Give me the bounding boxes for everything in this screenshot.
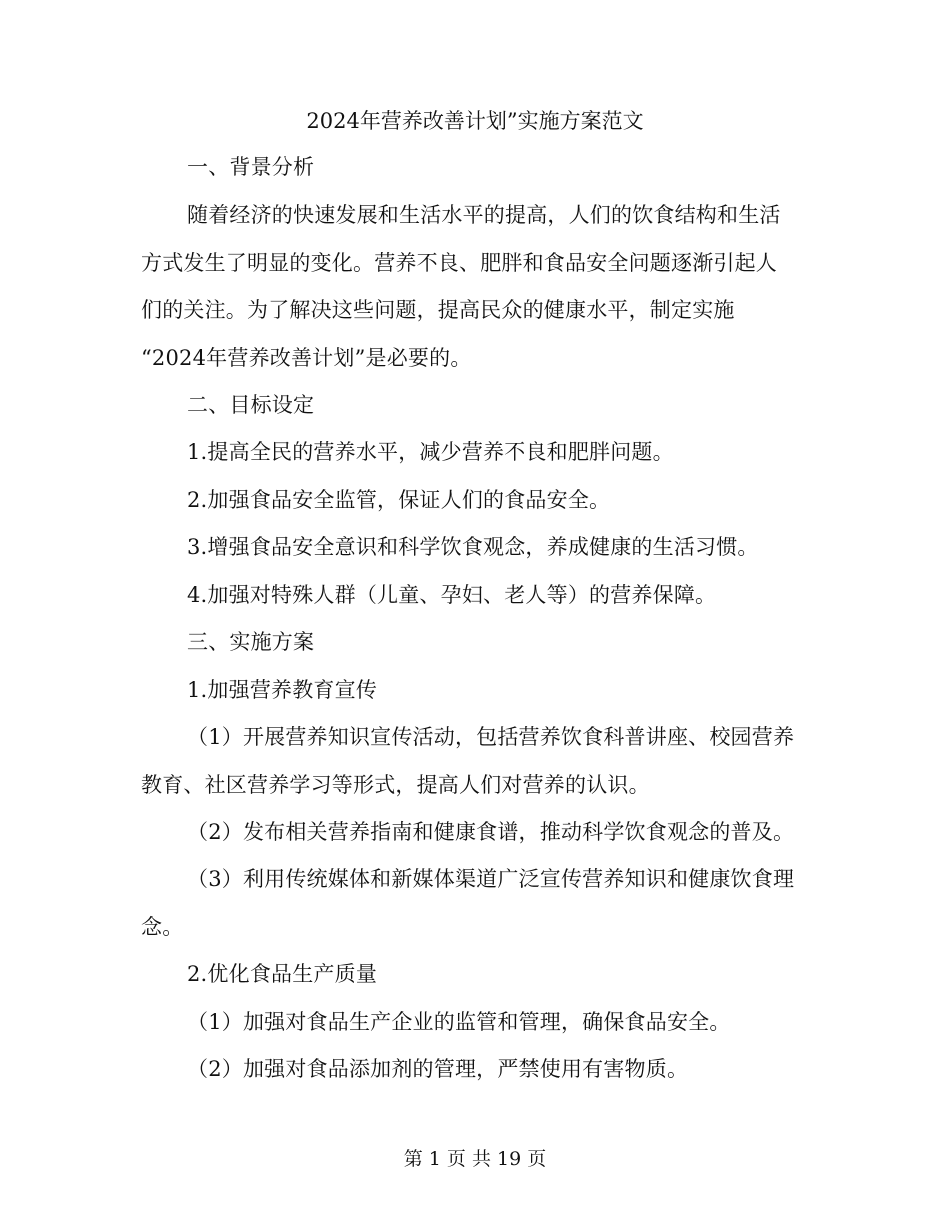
list-item: 1.提高全民的营养水平，减少营养不良和肥胖问题。	[187, 440, 674, 464]
paragraph-line: （1）开展营养知识宣传活动，包括营养饮食科普讲座、校园营养	[187, 725, 795, 749]
section-heading-goals: 二、目标设定	[187, 393, 315, 417]
paragraph-line: 方式发生了明显的变化。营养不良、肥胖和食品安全问题逐渐引起人	[141, 251, 777, 275]
paragraph-line: 念。	[141, 915, 184, 939]
list-item: 4.加强对特殊人群（儿童、孕妇、老人等）的营养保障。	[187, 583, 717, 607]
paragraph-line: （1）加强对食品生产企业的监管和管理，确保食品安全。	[187, 1010, 731, 1034]
list-item: 3.增强食品安全意识和科学饮食观念，养成健康的生活习惯。	[187, 535, 759, 559]
subsection-heading: 1.加强营养教育宣传	[187, 678, 378, 702]
subsection-heading: 2.优化食品生产质量	[187, 962, 378, 986]
paragraph-line: （2）发布相关营养指南和健康食谱，推动科学饮食观念的普及。	[187, 820, 795, 844]
paragraph-line: 们的关注。为了解决这些问题，提高民众的健康水平，制定实施	[141, 298, 735, 322]
list-item: 2.加强食品安全监管，保证人们的食品安全。	[187, 488, 611, 512]
paragraph-line: 教育、社区营养学习等形式，提高人们对营养的认识。	[141, 773, 650, 797]
document-title: 2024年营养改善计划”实施方案范文	[306, 109, 644, 133]
paragraph-line: 随着经济的快速发展和生活水平的提高，人们的饮食结构和生活	[187, 203, 781, 227]
paragraph-line: （2）加强对食品添加剂的管理，严禁使用有害物质。	[187, 1057, 689, 1081]
section-heading-background: 一、背景分析	[187, 155, 315, 179]
section-heading-plan: 三、实施方案	[187, 630, 315, 654]
page-footer: 第 1 页 共 19 页	[403, 1148, 547, 1170]
paragraph-line: （3）利用传统媒体和新媒体渠道广泛宣传营养知识和健康饮食理	[187, 867, 795, 891]
paragraph-line: “2024年营养改善计划”是必要的。	[141, 346, 472, 370]
